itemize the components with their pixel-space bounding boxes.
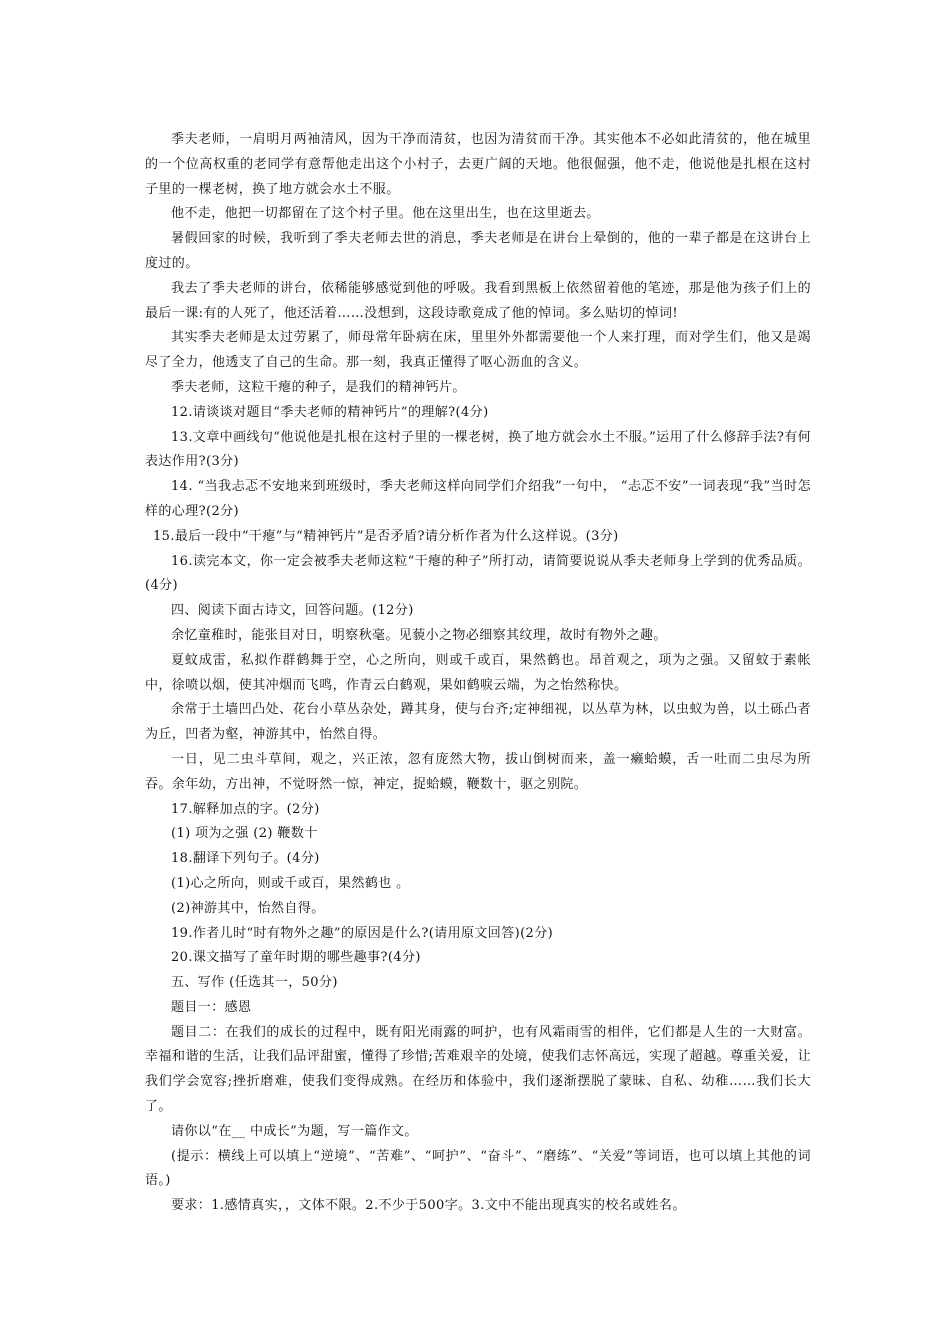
paragraph: 他不走，他把一切都留在了这个村子里。他在这里出生，也在这里逝去。: [171, 206, 600, 222]
question-18: 18.翻译下列句子。(4分): [171, 851, 320, 867]
question-18-item-1: (1)心之所向，则或千或百，果然鹤也 。: [171, 875, 410, 891]
question-16: 16.读完本文，你一定会被季夫老师这粒“干瘪的种子”所打动，请简要说说从季夫老师身上学到的优秀品质。(4分): [145, 553, 811, 594]
question-14: 14. “当我忐忑不安地来到班级时，季夫老师这样向同学们介绍我”一句中， “忐忑不安”一词表现“我”当时怎样的心理?(2分): [145, 479, 811, 519]
classical-text-paragraph: 余常于土墙凹凸处、花台小草丛杂处，蹲其身，使与台齐;定神细视，以丛草为林，以虫蚁为兽，以土砾凸者为丘，凹者为壑，神游其中，怡然自得。: [145, 702, 811, 743]
classical-text-paragraph: 一日，见二虫斗草间，观之，兴正浓，忽有庞然大物，拔山倒树而来，盖一癞蛤蟆，舌一吐而二虫尽为所吞。余年幼，方出神，不觉呀然一惊，神定，捉蛤蟆，鞭数十，驱之别院。: [145, 751, 811, 792]
section-heading-4: 四、阅读下面古诗文，回答问题。(12分): [171, 603, 414, 619]
question-17: 17.解释加点的字。(2分): [171, 801, 320, 817]
question-13: 13.文章中画线句“他说他是扎根在这村子里的一棵老树，换了地方就会水土不服。”运用了什么修辞手法?有何表达作用?(3分): [145, 429, 811, 470]
paragraph: 暑假回家的时候，我听到了季夫老师去世的消息，季夫老师是在讲台上晕倒的，他的一辈子都是在这讲台上度过的。: [145, 231, 811, 271]
classical-text-paragraph: 余忆童稚时，能张目对日，明察秋毫。见藐小之物必细察其纹理，故时有物外之趣。: [171, 627, 667, 643]
writing-topic-1: 题目一：感恩: [171, 999, 252, 1015]
writing-prompt: 请你以“在__ 中成长”为题，写一篇作文。: [171, 1123, 418, 1139]
paragraph: 季夫老师，一肩明月两袖清风，因为干净而清贫，也因为清贫而干净。其实他本不必如此清贫的，他在城里的一个位高权重的老同学有意帮他走出这个小村子，去更广阔的天地。他很倔强，他不走，他说他是扎根在这村子里的一棵老树，换了地方就会水土不服。: [145, 132, 811, 197]
section-heading-5: 五、写作 (任选其一，50分): [171, 975, 338, 991]
writing-hint: (提示：横线上可以填上“逆境”、“苦难”、“呵护”、“奋斗”、“磨练”、“关爱”等词语，也可以填上其他的词语。): [145, 1148, 811, 1189]
question-15: 15.最后一段中“干瘪”与“精神钙片”是否矛盾?请分析作者为什么这样说。(3分): [153, 528, 619, 544]
question-12: 12.请谈谈对题目“季夫老师的精神钙片”的理解?(4分): [171, 404, 489, 420]
paragraph: 我去了季夫老师的讲台，依稀能够感觉到他的呼吸。我看到黑板上依然留着他的笔迹，那是他为孩子们上的最后一课:有的人死了，他还活着……没想到，这段诗歌竟成了他的悼词。多么贴切的悼词!: [145, 280, 811, 321]
writing-topic-2: 题目二：在我们的成长的过程中，既有阳光雨露的呵护，也有风霜雨雪的相伴，它们都是人生的一大财富。幸福和谐的生活，让我们品评甜蜜，懂得了珍惜;苦难艰辛的处境，使我们志怀高远，实现了超越。尊重关爱，让我们学会宽容;挫折磨难，使我们变得成熟。在经历和体验中，我们逐渐摆脱了蒙昧、自私、幼稚……我们长大了。: [145, 1024, 811, 1115]
question-20: 20.课文描写了童年时期的哪些趣事?(4分): [171, 950, 421, 966]
paragraph: 其实季夫老师是太过劳累了，师母常年卧病在床，里里外外都需要他一个人来打理，而对学生们，他又是竭尽了全力，他透支了自己的生命。那一刻，我真正懂得了呕心沥血的含义。: [145, 330, 811, 371]
question-17-items: (1) 项为之强 (2) 鞭数十: [171, 826, 318, 842]
question-18-item-2: (2)神游其中，怡然自得。: [171, 900, 325, 916]
question-19: 19.作者儿时“时有物外之趣”的原因是什么?(请用原文回答)(2分): [171, 925, 554, 941]
writing-requirements: 要求：1.感情真实，，文体不限。2.不少于500字。3.文中不能出现真实的校名或姓名。: [171, 1198, 686, 1214]
paragraph: 季夫老师，这粒干瘪的种子，是我们的精神钙片。: [171, 379, 466, 395]
classical-text-paragraph: 夏蚊成雷，私拟作群鹤舞于空，心之所向，则或千或百，果然鹤也。昂首观之，项为之强。又留蚊于素帐中，徐喷以烟，使其冲烟而飞鸣，作青云白鹤观，果如鹤唳云端，为之怡然称快。: [145, 652, 811, 693]
document-body: [145, 128, 811, 1219]
